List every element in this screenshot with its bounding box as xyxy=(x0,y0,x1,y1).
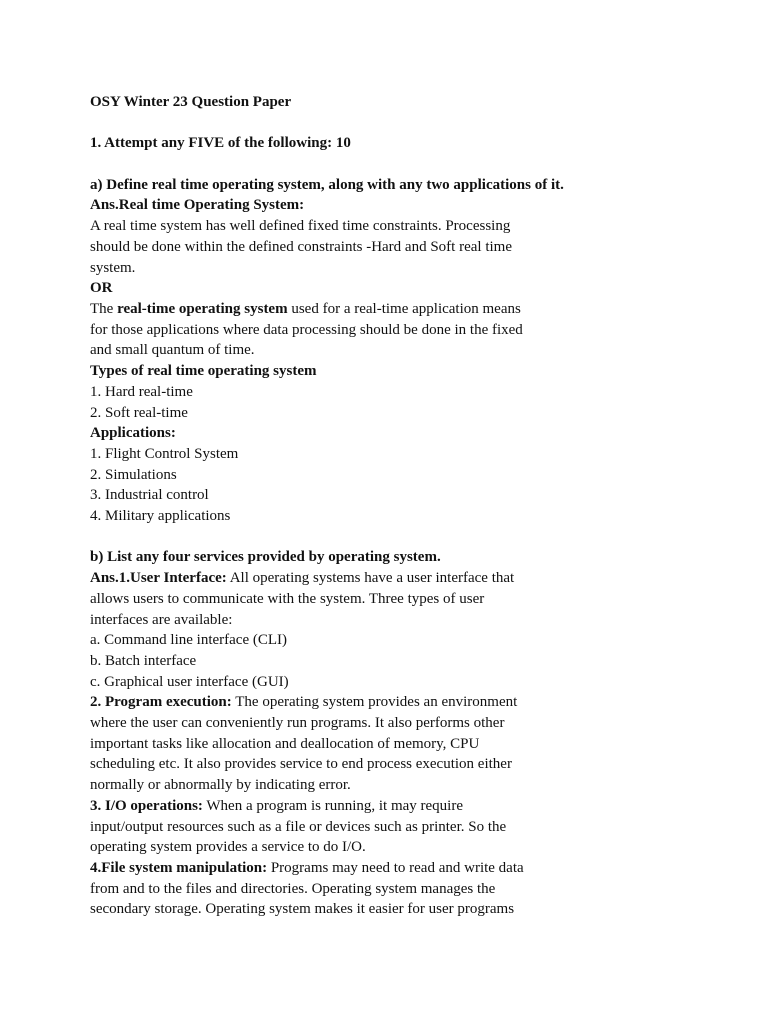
list-item: 1. Flight Control System xyxy=(90,445,239,462)
answer-a-line: system. xyxy=(90,259,136,276)
service-2-line: 2. Program execution: The operating system provides an environment xyxy=(90,694,518,711)
service-3-line: operating system provides a service to do I/O. xyxy=(90,839,366,856)
spacer xyxy=(90,113,730,134)
document-page xyxy=(90,92,730,920)
applications-heading: Applications: xyxy=(90,425,176,442)
spacer xyxy=(90,527,730,548)
answer-a-label: Ans.Real time Operating System: xyxy=(90,197,305,214)
service-2-line: important tasks like allocation and deallocation of memory, CPU xyxy=(90,735,480,752)
spacer xyxy=(90,154,730,175)
list-item: 2. Soft real-time xyxy=(90,404,188,421)
service-2-line: where the user can conveniently run programs. It also performs other xyxy=(90,715,505,732)
list-item: 4. Military applications xyxy=(90,508,231,525)
answer-a-line: should be done within the defined constraints -Hard and Soft real time xyxy=(90,238,512,255)
service-4-line: secondary storage. Operating system makes it easier for user programs xyxy=(90,901,515,918)
question-a: a) Define real time operating system, along with any two applications of it. xyxy=(90,176,564,193)
service-1-line: allows users to communicate with the system. Three types of user xyxy=(90,590,485,607)
alt-definition-line: and small quantum of time. xyxy=(90,342,255,359)
list-item: 3. Industrial control xyxy=(90,487,209,504)
question-b: b) List any four services provided by operating system. xyxy=(90,549,441,566)
list-item: c. Graphical user interface (GUI) xyxy=(90,673,289,690)
section-heading: 1. Attempt any FIVE of the following: 10 xyxy=(90,135,351,152)
alt-definition-line: for those applications where data processing should be done in the fixed xyxy=(90,321,523,338)
service-3-line: 3. I/O operations: When a program is running, it may require xyxy=(90,797,463,814)
list-item: b. Batch interface xyxy=(90,652,197,669)
list-item: 1. Hard real-time xyxy=(90,383,193,400)
answer-a-line: A real time system has well defined fixed time constraints. Processing xyxy=(90,218,511,235)
service-2-line: normally or abnormally by indicating error. xyxy=(90,777,351,794)
list-item: a. Command line interface (CLI) xyxy=(90,632,288,649)
service-1-line: interfaces are available: xyxy=(90,611,233,628)
service-2-line: scheduling etc. It also provides service to end process execution either xyxy=(90,756,512,773)
types-heading: Types of real time operating system xyxy=(90,363,317,380)
list-item: 2. Simulations xyxy=(90,466,177,483)
service-1-line: Ans.1.User Interface: All operating systems have a user interface that xyxy=(90,570,515,587)
or-label: OR xyxy=(90,280,113,297)
document-title: OSY Winter 23 Question Paper xyxy=(90,94,292,110)
service-4-line: from and to the files and directories. Operating system manages the xyxy=(90,880,496,897)
service-3-line: input/output resources such as a file or devices such as printer. So the xyxy=(90,818,507,835)
service-4-line: 4.File system manipulation: Programs may need to read and write data xyxy=(90,859,524,876)
alt-definition-line: The real-time operating system used for a real-time application means xyxy=(90,301,521,317)
